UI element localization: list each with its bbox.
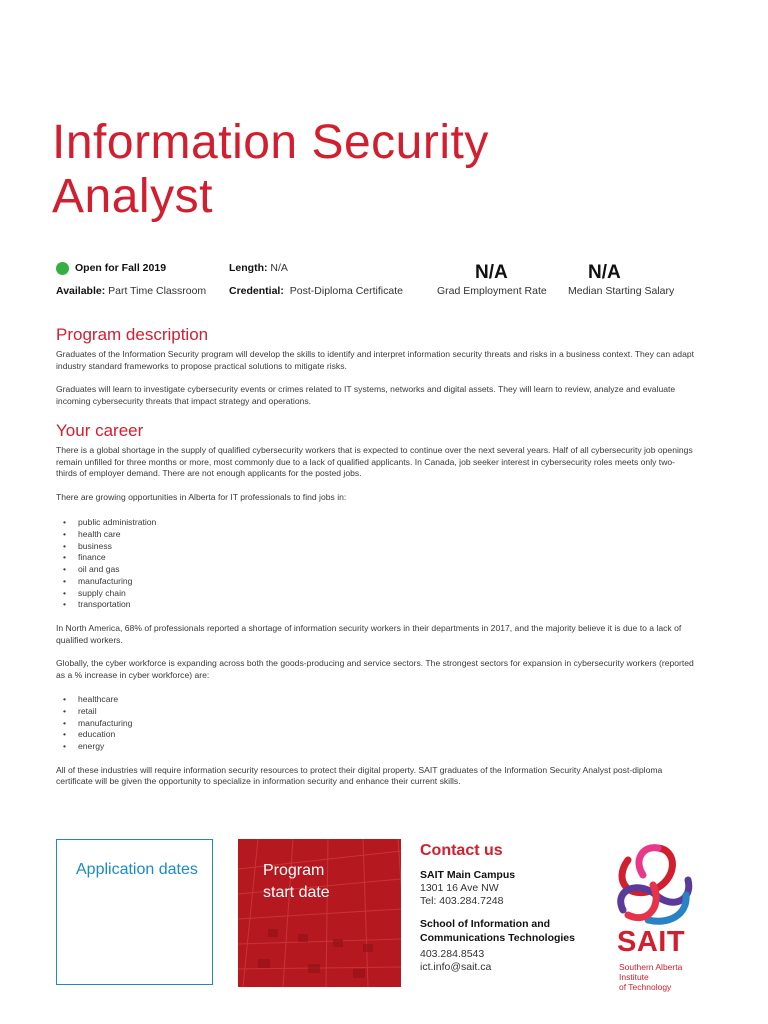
length-row: [229, 262, 288, 274]
career-section: [56, 421, 696, 788]
list-item: • oil and gas: [56, 564, 696, 576]
list-item: • transportation: [56, 599, 696, 611]
application-dates-label: Application dates: [76, 861, 198, 878]
school-name-line-2: Communications Technologies: [420, 932, 575, 944]
credential-label: Credential:: [229, 285, 284, 297]
status-text: Open for Fall 2019: [75, 262, 167, 274]
list-item: • energy: [56, 741, 696, 753]
list-item: • healthcare: [56, 694, 696, 706]
sait-logo-wordmark: SAIT: [617, 926, 686, 958]
available-value: Part Time Classroom: [108, 285, 207, 297]
grad-rate-label: Grad Employment Rate: [437, 285, 547, 297]
career-paragraph: All of these industries will require information security resources to protect their digital property. SAIT graduates of the Information Security Analyst post-diploma certificate will be given the opportunity to specialize in information security and enhance their current skills.: [56, 764, 663, 787]
application-dates-box: [56, 839, 213, 985]
credential-value: Post-Diploma Certificate: [289, 285, 403, 297]
industry-list: [56, 517, 696, 611]
page-title: [52, 116, 672, 224]
program-start-date-label: Program start date: [263, 862, 330, 901]
program-description-section: [56, 325, 696, 407]
career-paragraph: There is a global shortage in the supply of qualified cybersecurity workers that is expected to continue over the next several years. Half of all cybersecurity job openings remain unfilled for three months or more, most commonly due to a lack of qualified applicants. In Canada, job seeker interest in cybersecurity roles meets only two-thirds of employer demand. There are not enough applicants for the posted jobs.: [56, 445, 693, 479]
career-paragraph: There are growing opportunities in Alberta for IT professionals to find jobs in:: [56, 491, 347, 502]
list-item: • health care: [56, 529, 696, 541]
program-start-date-box: [238, 839, 401, 987]
campus-address: 1301 16 Ave NW: [420, 882, 499, 894]
list-item: • business: [56, 541, 696, 553]
salary-value: N/A: [588, 262, 621, 283]
list-item: • finance: [56, 552, 696, 564]
length-value: N/A: [270, 262, 288, 274]
grad-rate-value: N/A: [475, 262, 508, 283]
list-item: • retail: [56, 706, 696, 718]
career-paragraph: Globally, the cyber workforce is expanding across both the goods-producing and service sectors. The strongest sectors for expansion in cybersecurity workers (reported as a % increase in cyber workforce) are:: [56, 658, 694, 680]
contact-heading: Contact us: [420, 842, 503, 859]
school-phone[interactable]: 403.284.8543: [420, 948, 485, 960]
school-email-link[interactable]: ict.info@sait.ca: [420, 960, 492, 973]
available-label: Available:: [56, 285, 106, 297]
list-item: • public administration: [56, 517, 696, 529]
list-item: • supply chain: [56, 588, 696, 600]
available-row: [56, 285, 206, 297]
program-description-heading: Program description: [56, 325, 209, 344]
career-paragraph: In North America, 68% of professionals reported a shortage of information security workers in their departments in 2017, and the majority believe it is due to a lack of qualified workers.: [56, 623, 682, 645]
list-item: • manufacturing: [56, 576, 696, 588]
career-heading: Your career: [56, 421, 144, 440]
title-line-1: Information Security: [52, 116, 489, 169]
campus-name: SAIT Main Campus: [420, 869, 516, 881]
length-label: Length:: [229, 262, 268, 274]
sector-list: [56, 694, 696, 753]
program-description-paragraph: Graduates will learn to investigate cybersecurity events or crimes related to IT systems, networks and digital assets. They will learn to review, analyze and evaluate incoming cybersecurity threats that impact strategy and operations.: [56, 384, 676, 406]
contact-section: [420, 842, 610, 973]
list-item: • education: [56, 729, 696, 741]
list-item: • manufacturing: [56, 718, 696, 730]
credential-row: [229, 285, 403, 297]
status-dot-icon: [56, 262, 69, 275]
school-name-line-1: School of Information and: [420, 918, 551, 930]
title-line-2: Analyst: [52, 170, 213, 223]
campus-phone: Tel: 403.284.7248: [420, 894, 504, 907]
program-facts: [0, 260, 768, 304]
program-description-paragraph: Graduates of the Information Security program will develop the skills to identify and interpret information security threats and risks in a business context. They can adapt industry standard frameworks to propose practical solutions to mitigate risks.: [56, 349, 695, 371]
sait-logo-subtitle: Southern Alberta Institute of Technology: [619, 962, 683, 992]
salary-label: Median Starting Salary: [568, 285, 675, 297]
